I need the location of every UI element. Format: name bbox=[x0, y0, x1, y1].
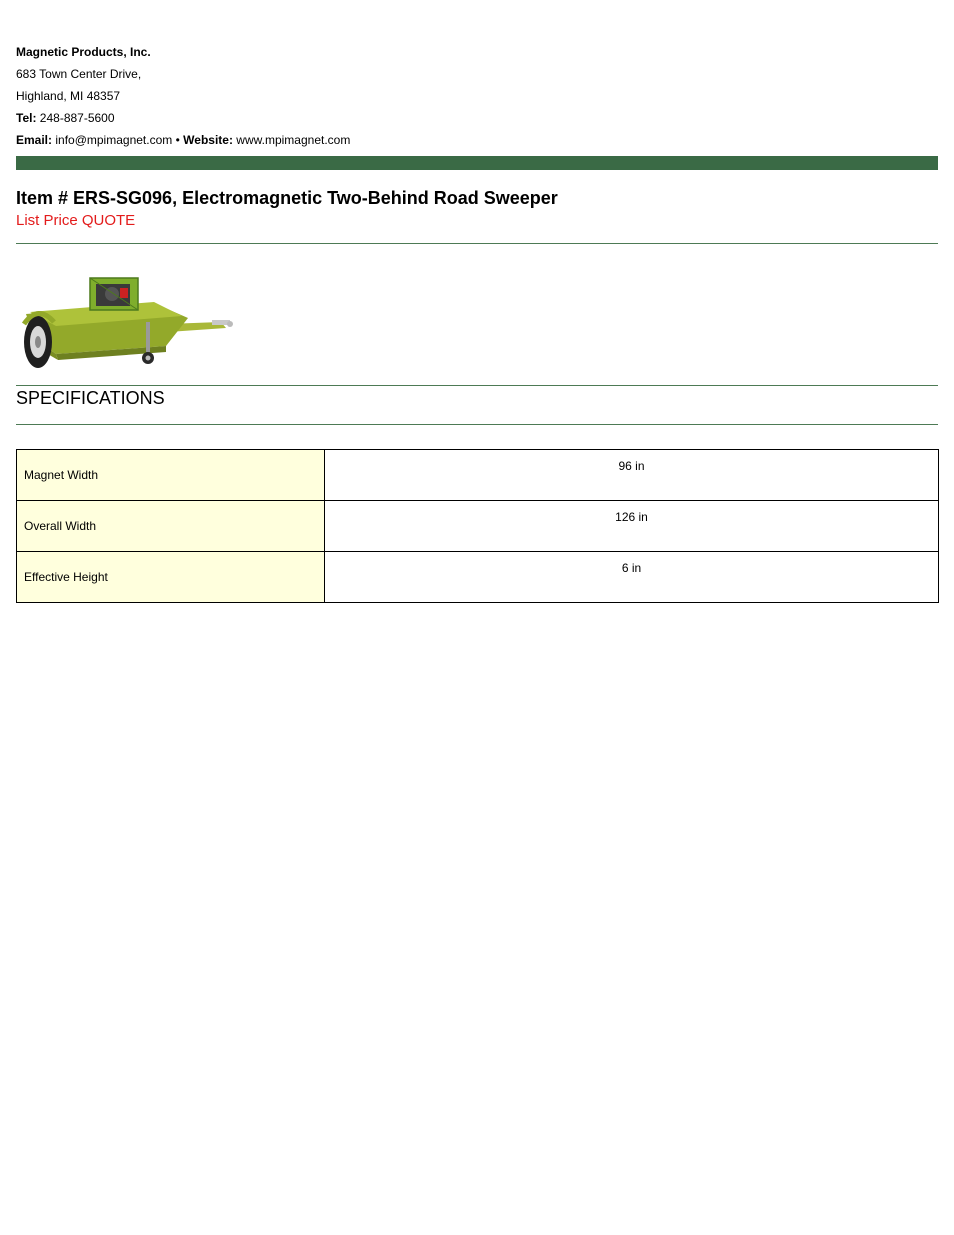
spec-value: 126 in bbox=[325, 501, 939, 552]
company-address-line2: Highland, MI 48357 bbox=[16, 89, 121, 103]
website-link[interactable]: www.mpimagnet.com bbox=[236, 133, 351, 147]
spec-label: Overall Width bbox=[17, 501, 325, 552]
spec-label: Effective Height bbox=[17, 552, 325, 603]
table-row bbox=[17, 552, 939, 603]
road-sweeper-image bbox=[16, 268, 236, 376]
company-info bbox=[16, 41, 350, 151]
table-row bbox=[17, 450, 939, 501]
list-price: List Price QUOTE bbox=[16, 212, 136, 229]
specifications-heading: SPECIFICATIONS bbox=[16, 388, 165, 408]
tel-label: Tel: bbox=[16, 111, 37, 125]
header-accent-bar bbox=[16, 156, 938, 170]
spec-value: 6 in bbox=[325, 552, 939, 603]
company-phone bbox=[16, 107, 350, 129]
company-contact bbox=[16, 129, 350, 151]
divider-specs-top bbox=[16, 385, 938, 386]
specifications-table bbox=[16, 449, 939, 603]
website-label: Website: bbox=[183, 133, 233, 147]
email-label: Email: bbox=[16, 133, 53, 147]
company-name: Magnetic Products, Inc. bbox=[16, 45, 151, 59]
email-link[interactable]: info@mpimagnet.com bbox=[55, 133, 173, 147]
separator-bullet: • bbox=[175, 133, 180, 147]
divider-specs-bottom bbox=[16, 424, 938, 425]
spec-value: 96 in bbox=[325, 450, 939, 501]
divider-top bbox=[16, 243, 938, 244]
table-row bbox=[17, 501, 939, 552]
spec-label: Magnet Width bbox=[17, 450, 325, 501]
company-address-line1: 683 Town Center Drive, bbox=[16, 67, 142, 81]
tel-value: 248-887-5600 bbox=[39, 111, 115, 125]
item-title: Item # ERS-SG096, Electromagnetic Two-Behind Road Sweeper bbox=[16, 188, 558, 208]
